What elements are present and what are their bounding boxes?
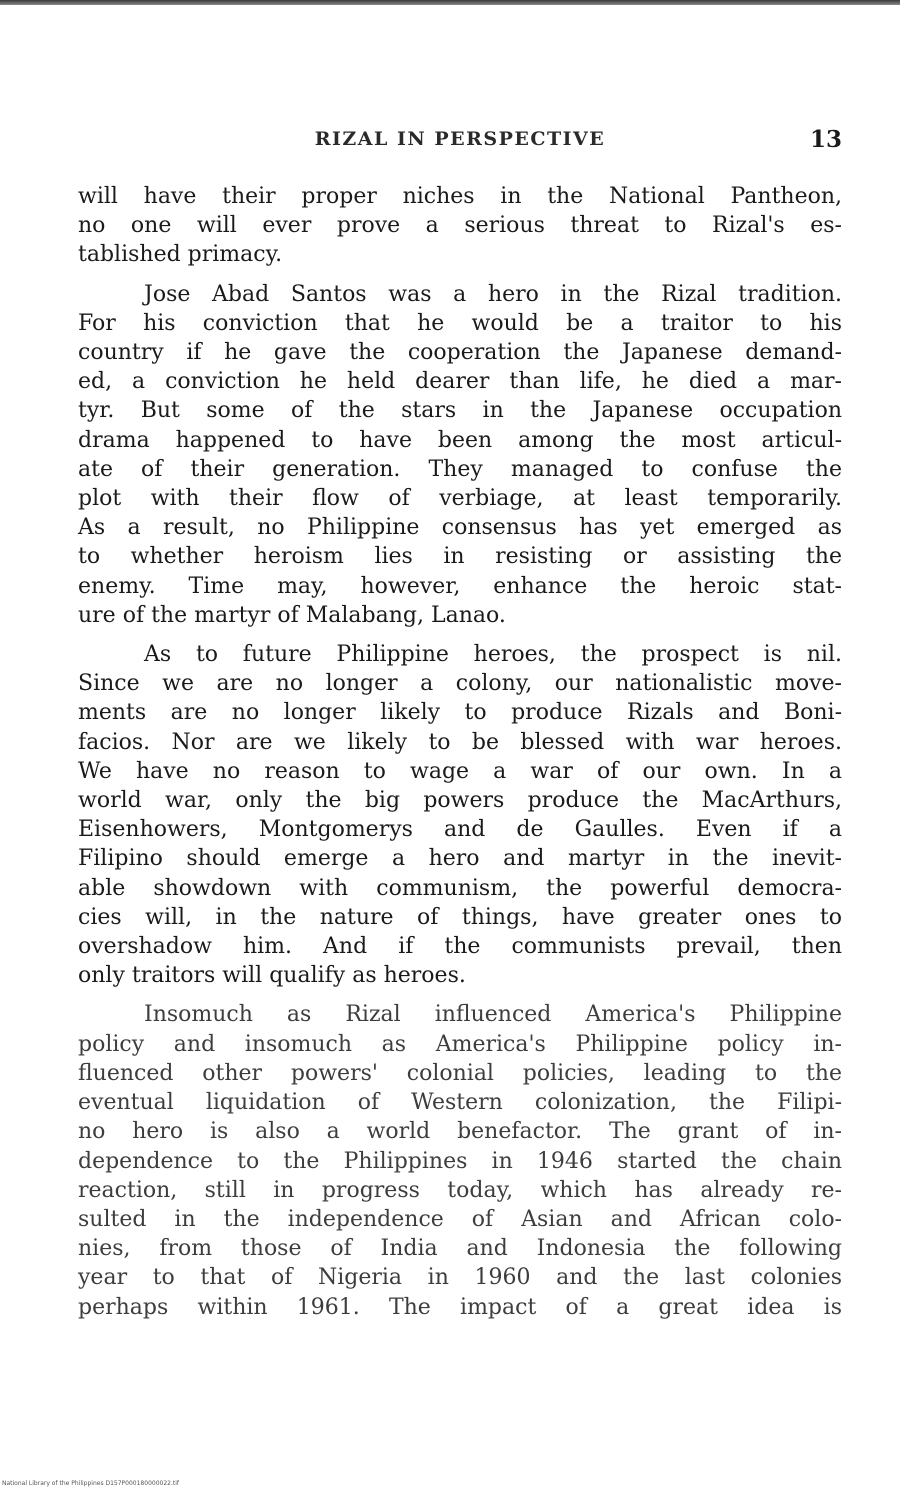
body-text [78, 182, 842, 1322]
text-line: world war, only the big powers produce the MacArthurs, [78, 788, 842, 814]
text-line: ure of the martyr of Malabang, Lanao. [78, 602, 506, 628]
text-line: no hero is also a world benefactor. The grant of in- [78, 1119, 842, 1145]
paragraph-2 [78, 280, 842, 630]
text-line: For his conviction that he would be a traitor to his [78, 310, 842, 336]
text-line: reaction, still in progress today, which has already re- [78, 1177, 842, 1203]
running-title: RIZAL IN PERSPECTIVE [314, 128, 606, 150]
text-line: ed, a conviction he held dearer than life, he died a mar- [78, 369, 842, 395]
text-line: no one will ever prove a serious threat to Rizal's es- [78, 213, 842, 239]
paragraph-1 [78, 182, 842, 270]
text-line: enemy. Time may, however, enhance the heroic stat- [78, 573, 842, 599]
text-line: ments are no longer likely to produce Rizals and Boni- [78, 700, 842, 726]
text-line: policy and insomuch as America's Philippine policy in- [78, 1031, 842, 1057]
text-line: able showdown with communism, the powerful democra- [78, 875, 842, 901]
text-line: dependence to the Philippines in 1946 started the chain [78, 1148, 842, 1174]
text-line: ate of their generation. They managed to confuse the [78, 456, 842, 482]
text-line: year to that of Nigeria in 1960 and the last colonies [78, 1265, 842, 1291]
text-line: sulted in the independence of Asian and African colo- [78, 1206, 842, 1232]
top-border-rule [0, 0, 900, 5]
text-line: country if he gave the cooperation the Japanese demand- [78, 340, 842, 366]
text-line: to whether heroism lies in resisting or assisting the [78, 544, 842, 570]
text-line: Jose Abad Santos was a hero in the Rizal tradition. [144, 281, 842, 307]
text-line: overshadow him. And if the communists prevail, then [78, 934, 842, 960]
text-line: We have no reason to wage a war of our own. In a [78, 758, 842, 784]
text-line: Insomuch as Rizal influenced America's Philippine [144, 1002, 842, 1028]
text-line: tyr. But some of the stars in the Japanese occupation [78, 398, 842, 424]
text-line: perhaps within 1961. The impact of a great idea is [78, 1294, 842, 1320]
text-line: only traitors will qualify as heroes. [78, 963, 466, 989]
text-line: drama happened to have been among the most articul- [78, 427, 842, 453]
running-head [78, 120, 842, 160]
text-line: Eisenhowers, Montgomerys and de Gaulles. Even if a [78, 817, 842, 843]
text-line: Since we are no longer a colony, our nationalistic move- [78, 671, 842, 697]
text-line: As to future Philippine heroes, the prospect is nil. [144, 642, 842, 668]
scan-credit: National Library of the Philippines D157P000180000022.tif [2, 1480, 180, 1487]
text-line: Filipino should emerge a hero and martyr in the inevit- [78, 846, 842, 872]
text-line: tablished primacy. [78, 242, 283, 268]
text-line: As a result, no Philippine consensus has yet emerged as [78, 515, 842, 541]
page-number: 13 [809, 126, 842, 153]
text-line: will have their proper niches in the National Pantheon, [78, 184, 842, 209]
text-line: cies will, in the nature of things, have greater ones to [78, 904, 842, 930]
text-line: nies, from those of India and Indonesia the following [78, 1236, 842, 1262]
book-page [78, 120, 842, 1322]
text-line: eventual liquidation of Western colonization, the Filipi- [78, 1090, 842, 1116]
text-line: facios. Nor are we likely to be blessed with war heroes. [78, 729, 842, 755]
paragraph-3 [78, 640, 842, 990]
text-line: fluenced other powers' colonial policies, leading to the [78, 1060, 842, 1086]
paragraph-4 [78, 1000, 842, 1321]
text-line: plot with their flow of verbiage, at least temporarily. [78, 486, 842, 512]
